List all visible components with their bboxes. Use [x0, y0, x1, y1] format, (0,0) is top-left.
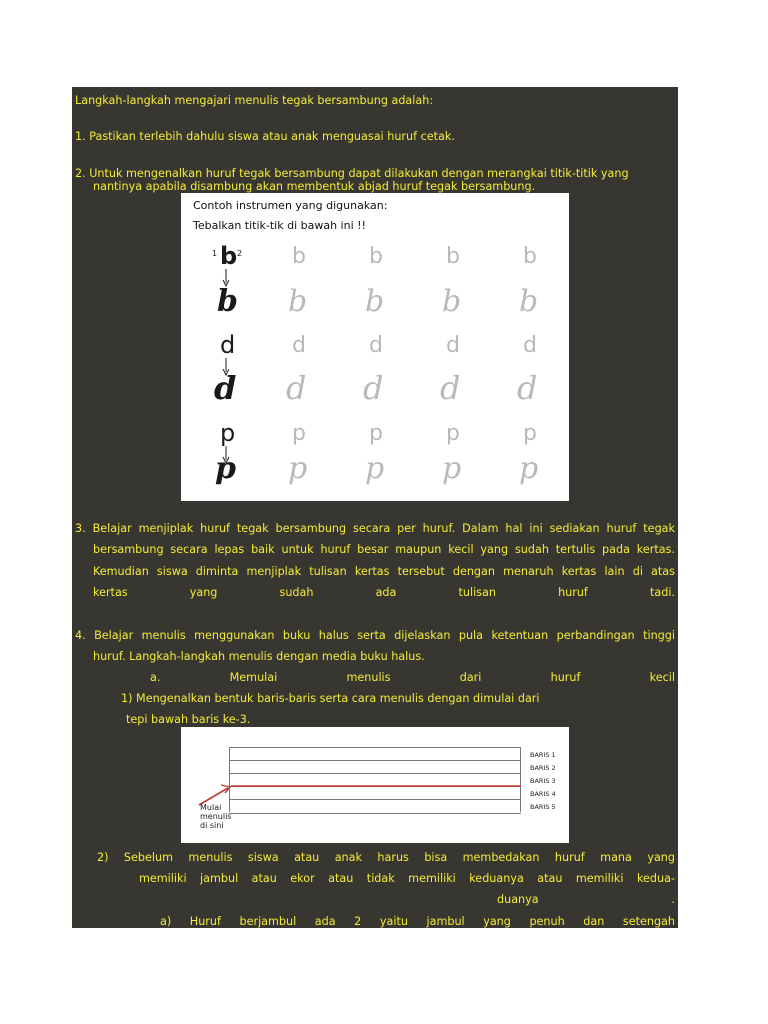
cursive-letter-b: b	[217, 284, 238, 319]
row-label-1: BARIS 1	[530, 751, 556, 759]
step-4-sub-1-line-2: tepi bawah baris ke-3.	[126, 713, 251, 726]
dotted-cursive-letter: b	[288, 284, 308, 319]
step-1-text: 1. Pastikan terlebih dahulu siswa atau anak menguasai huruf cetak.	[75, 130, 455, 143]
sub-2-line-2: memiliki jambul atau ekor atau tidak memiliki keduanya atau memiliki kedua-	[139, 872, 675, 885]
writing-guide-diagram	[181, 727, 569, 843]
row-label-2: BARIS 2	[530, 764, 556, 772]
exercise-worksheet	[181, 193, 569, 501]
sub-2-line-3: duanya .	[497, 893, 675, 906]
sub-2a-text: a) Huruf berjambul ada 2 yaitu jambul yang penuh dan setengah	[160, 915, 675, 928]
dotted-cursive-letter: p	[519, 451, 539, 486]
dotted-print-letter: d	[523, 333, 537, 358]
dotted-cursive-letter: b	[519, 284, 539, 319]
print-letter-p: p	[220, 419, 236, 447]
print-letter-d: d	[220, 331, 236, 359]
dotted-print-letter: p	[523, 421, 537, 446]
dotted-cursive-letter: p	[365, 451, 385, 486]
start-label-line: di sini	[200, 821, 224, 830]
dotted-print-letter: b	[292, 244, 306, 269]
sub-2-line-1: 2) Sebelum menulis siswa atau anak harus bisa membedakan huruf mana yang	[97, 851, 675, 864]
step-4-line-1: 4. Belajar menulis menggunakan buku halus serta dijelaskan pula ketentuan perbandingan tinggi	[75, 629, 675, 642]
dotted-print-letter: b	[446, 244, 460, 269]
dotted-print-letter: p	[292, 421, 306, 446]
start-label	[200, 803, 231, 830]
print-letter-b: b	[220, 242, 238, 270]
step-3-line-3: Kemudian siswa diminta menjiplak tulisan kertas tersebut dengan menaruh kertas lain di atas	[93, 565, 675, 578]
dotted-print-letter: d	[292, 333, 306, 358]
document-page	[72, 87, 678, 928]
stroke-mark-1: 1	[212, 249, 218, 258]
cursive-letter-d: d	[214, 369, 237, 407]
step-4-line-2: huruf. Langkah-langkah menulis dengan media buku halus.	[93, 650, 425, 663]
step-2-line-2: nantinya apabila disambung akan membentuk abjad huruf tegak bersambung.	[93, 180, 536, 193]
step-3-line-1: 3. Belajar menjiplak huruf tegak bersambung secara per huruf. Dalam hal ini sediakan huruf tegak	[75, 522, 675, 535]
step-4-sub-a: a. Memulai menulis dari huruf kecil	[150, 671, 675, 684]
dotted-cursive-letter: p	[442, 451, 462, 486]
row-label-5: BARIS 5	[530, 803, 556, 811]
stroke-mark-2: 2	[237, 249, 243, 258]
dotted-cursive-letter: d	[363, 369, 384, 407]
dotted-cursive-letter: d	[440, 369, 461, 407]
step-3-line-4: kertas yang sudah ada tulisan huruf tadi.	[93, 586, 675, 599]
dotted-print-letter: d	[446, 333, 460, 358]
step-4-sub-1-line-1: 1) Mengenalkan bentuk baris-baris serta cara menulis dengan dimulai dari	[121, 692, 540, 705]
dotted-cursive-letter: d	[286, 369, 307, 407]
dotted-print-letter: p	[446, 421, 460, 446]
exercise-instruction: Tebalkan titik-tik di bawah ini !!	[193, 219, 366, 232]
cursive-letter-p: p	[215, 451, 236, 486]
start-label-line: menulis	[200, 812, 232, 821]
dotted-print-letter: p	[369, 421, 383, 446]
dotted-cursive-letter: p	[288, 451, 308, 486]
exercise-title: Contoh instrumen yang digunakan:	[193, 199, 388, 212]
intro-text: Langkah-langkah mengajari menulis tegak bersambung adalah:	[75, 94, 434, 107]
dotted-print-letter: b	[523, 244, 537, 269]
row-label-4: BARIS 4	[530, 790, 556, 798]
dotted-cursive-letter: b	[365, 284, 385, 319]
dotted-cursive-letter: d	[517, 369, 538, 407]
dotted-print-letter: d	[369, 333, 383, 358]
step-2-line-1: 2. Untuk mengenalkan huruf tegak bersambung dapat dilakukan dengan merangkai titik-titik yang	[75, 167, 629, 180]
dotted-cursive-letter: b	[442, 284, 462, 319]
dotted-print-letter: b	[369, 244, 383, 269]
row-label-3: BARIS 3	[530, 777, 556, 785]
start-label-line: Mulai	[200, 803, 222, 812]
step-3-line-2: bersambung secara lepas baik untuk huruf besar maupun kecil yang sudah tertulis pada kertas.	[93, 543, 675, 556]
start-arrow-icon	[181, 727, 569, 843]
